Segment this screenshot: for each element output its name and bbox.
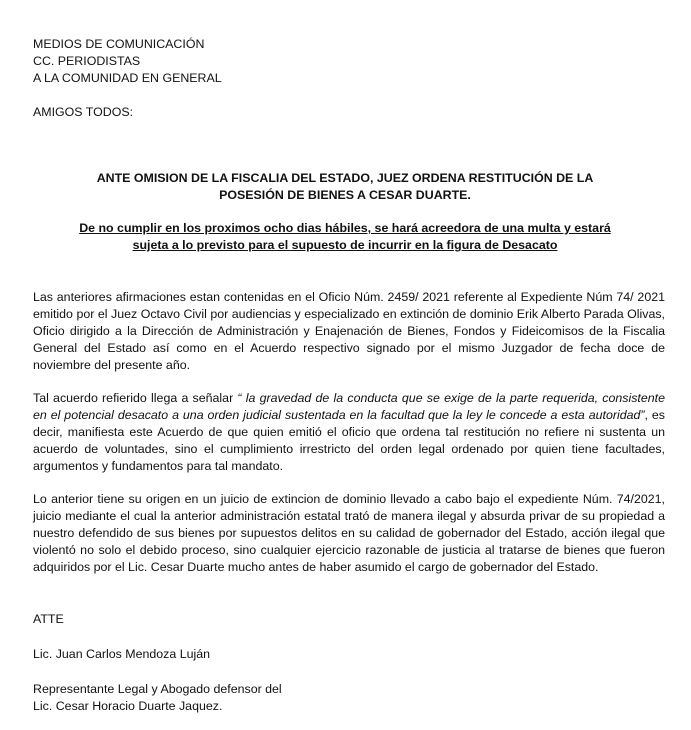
paragraph-offices: Las anteriores afirmaciones estan contenidas en el Oficio Núm. 2459/ 2021 referente al Expediente Núm 74/ 2021 emitido por el Juez Octavo Civil por audiencias y especializado en extinción de dominio Erik Alberto Parada Olivas, Oficio dirigido a la Dirección de Administración y Enajenación de Bienes, Fondos y Fideicomisos de la Fiscalia General del Estado así como en el Acuerdo respectivo signado por el mismo Juzgador de fecha doce de noviembre del presente año. [33,290,665,372]
signer-name: Lic. Juan Carlos Mendoza Luján [33,647,211,661]
addressee-block [33,36,222,87]
subheadline [40,220,650,254]
signer-role-line: Lic. Cesar Horacio Duarte Jaquez. [33,699,223,713]
quoted-text: “ la gravedad de la conducta que se exige de la parte requerida, consistente en el potencial desacato a una orden judicial sustentada en la facultad que la ley le concede a esta autoridad” [33,391,665,422]
paragraph-agreement [33,390,665,475]
signer-role-line: Representante Legal y Abogado defensor del [33,682,282,696]
paragraph-origin: Lo anterior tiene su origen en un juicio de extincion de dominio llevado a cabo bajo el expediente Núm. 74/2021, juicio mediante el cual la anterior administración estatal trató de manera ilegal y absurda privar de su propiedad a nuestro defendido de sus bienes por supuestos delitos en su calidad de gobernador del Estado, acción ilegal que violentó no solo el debido proceso, sino cualquier ejercicio razonable de justicia al tratarse de bienes que fueron adquiridos por el Lic. Cesar Duarte mucho antes de haber asumido el cargo de gobernador del Estado. [33,492,665,574]
headline-line: ANTE OMISION DE LA FISCALIA DEL ESTADO, JUEZ ORDENA RESTITUCIÓN DE LA [96,171,594,185]
paragraph-text: Tal acuerdo refierido llega a señalar [33,391,238,405]
greeting: AMIGOS TODOS: [33,105,134,119]
headline [40,170,650,204]
closing-atte: ATTE [33,612,64,626]
subheadline-line: sujeta a lo previsto para el supuesto de incurrir en la figura de Desacato [132,238,558,252]
paragraph-text: , es decir, manifiesta este Acuerdo de que quien emitió el oficio que ordena tal restitución no refiere ni sustenta un acuerdo de voluntades, sino el cumplimiento irrestricto del orden legal ordenado por quien tiene facultades, argumentos y fundamentos para tal mandato. [33,408,665,473]
addressee-line: MEDIOS DE COMUNICACIÓN [33,37,205,51]
subheadline-line: De no cumplir en los proximos ocho dias hábiles, se hará acreedora de una multa y estará [79,221,611,235]
addressee-line: CC. PERIODISTAS [33,54,141,68]
addressee-line: A LA COMUNIDAD EN GENERAL [33,71,222,85]
headline-line: POSESIÓN DE BIENES A CESAR DUARTE. [219,188,471,202]
